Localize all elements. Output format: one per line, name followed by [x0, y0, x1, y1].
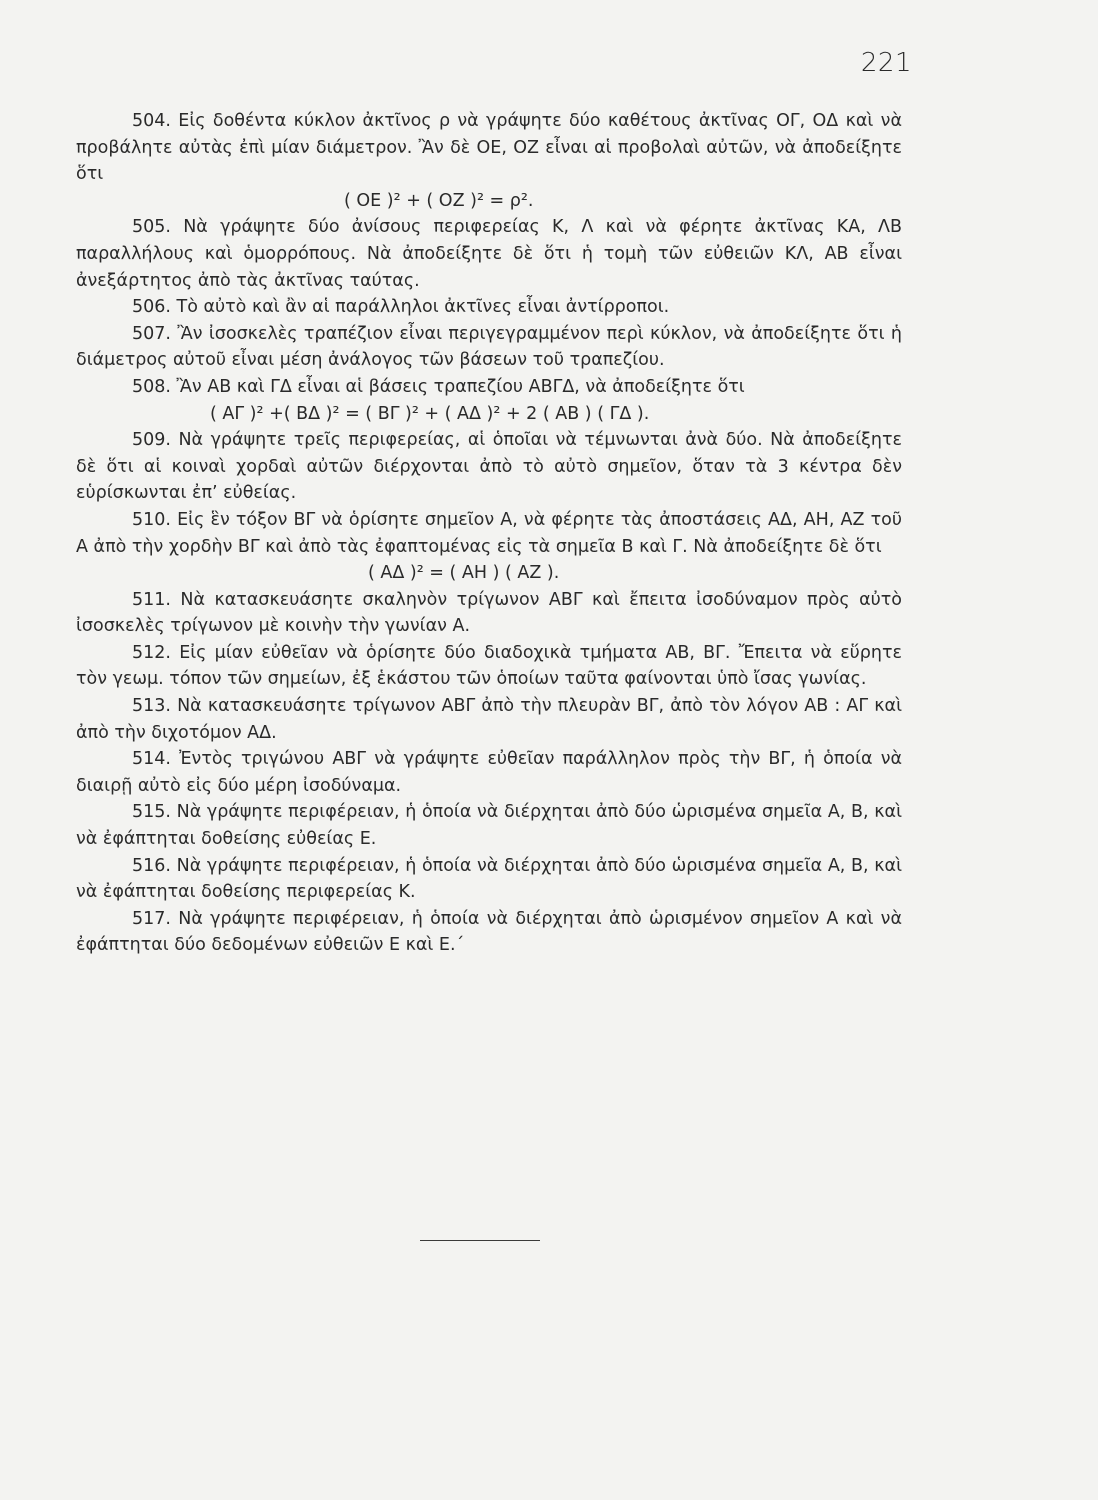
- exercise-510: 510. Εἰς ἓν τόξον ΒΓ νὰ ὁρίσητε σημεῖον Α, νὰ φέρητε τὰς ἀποστάσεις ΑΔ, ΑΗ, ΑΖ τοῦ Α ἀπὸ τὴν χορδὴν ΒΓ καὶ ἀπὸ τὰς ἐφαπτομένας εἰς τὰ σημεῖα Β καὶ Γ. Νὰ ἀποδείξητε δὲ ὅτι: [76, 509, 902, 557]
- exercise-513: 513. Νὰ κατασκευάσητε τρίγωνον ΑΒΓ ἀπὸ τὴν πλευρὰν ΒΓ, ἀπὸ τὸν λόγον ΑΒ : ΑΓ καὶ ἀπὸ τὴν διχοτόμον ΑΔ.: [76, 696, 902, 743]
- formula-504: ( ΟΕ )² + ( ΟΖ )² = ρ².: [344, 190, 534, 211]
- exercise-505: 505. Νὰ γράψητε δύο ἀνίσους περιφερείας Κ, Λ καὶ νὰ φέρητε ἀκτῖνας ΚΑ, ΛΒ παραλλήλους καὶ ὁμορρόπους. Νὰ ἀποδείξητε δὲ ὅτι ἡ τομὴ τῶν εὐθειῶν ΚΛ, ΑΒ εἶναι ἀνεξάρτητος ἀπὸ τὰς ἀκτῖνας ταύτας.: [76, 217, 902, 291]
- end-rule: [420, 1240, 540, 1241]
- exercise-list: [76, 108, 902, 959]
- exercise-511: 511. Νὰ κατασκευάσητε σκαληνὸν τρίγωνον ΑΒΓ καὶ ἔπειτα ἰσοδύναμον πρὸς αὐτὸ ἰσοσκελὲς τρίγωνον μὲ κοινὴν τὴν γωνίαν Α.: [76, 589, 902, 637]
- exercise-508: 508. Ἂν ΑΒ καὶ ΓΔ εἶναι αἱ βάσεις τραπεζίου ΑΒΓΔ, νὰ ἀποδείξητε ὅτι: [132, 376, 745, 397]
- page-number: 221: [860, 48, 912, 78]
- exercise-514: 514. Ἐντὸς τριγώνου ΑΒΓ νὰ γράψητε εὐθεῖαν παράλληλον πρὸς τὴν ΒΓ, ἡ ὁποία νὰ διαιρῇ αὐτὸ εἰς δύο μέρη ἰσοδύναμα.: [76, 749, 902, 796]
- exercise-509: 509. Νὰ γράψητε τρεῖς περιφερείας, αἱ ὁποῖαι νὰ τέμνωνται ἀνὰ δύο. Νὰ ἀποδείξητε δὲ ὅτι αἱ κοιναὶ χορδαὶ αὐτῶν διέρχονται ἀπὸ τὸ αὐτὸ σημεῖον, ὅταν τὰ 3 κέντρα δὲν εὑρίσκωνται ἐπ’ εὐθείας.: [76, 430, 902, 504]
- exercise-516: 516. Νὰ γράψητε περιφέρειαν, ἡ ὁποία νὰ διέρχηται ἀπὸ δύο ὡρισμένα σημεῖα Α, Β, καὶ νὰ ἐφάπτηται δοθείσης περιφερείας Κ.: [76, 855, 902, 903]
- exercise-515: 515. Νὰ γράψητε περιφέρειαν, ἡ ὁποία νὰ διέρχηται ἀπὸ δύο ὡρισμένα σημεῖα Α, Β, καὶ νὰ ἐφάπτηται δοθείσης εὐθείας Ε.: [76, 802, 902, 850]
- formula-510: ( ΑΔ )² = ( ΑΗ ) ( ΑΖ ).: [368, 563, 560, 584]
- exercise-512: 512. Εἰς μίαν εὐθεῖαν νὰ ὁρίσητε δύο διαδοχικὰ τμήματα ΑΒ, ΒΓ. Ἔπειτα νὰ εὕρητε τὸν γεωμ. τόπον τῶν σημείων, ἐξ ἑκάστου τῶν ὁποίων ταῦτα φαίνονται ὑπὸ ἴσας γωνίας.: [76, 642, 902, 690]
- exercise-507: 507. Ἂν ἰσοσκελὲς τραπέζιον εἶναι περιγεγραμμένον περὶ κύκλον, νὰ ἀποδείξητε ὅτι ἡ διάμετρος αὐτοῦ εἶναι μέση ἀνάλογος τῶν βάσεων τοῦ τραπεζίου.: [76, 323, 902, 371]
- exercise-517: 517. Νὰ γράψητε περιφέρειαν, ἡ ὁποία νὰ διέρχηται ἀπὸ ὡρισμένον σημεῖον Α καὶ νὰ ἐφάπτηται δύο δεδομένων εὐθειῶν Ε καὶ Ε.΄: [76, 908, 902, 956]
- exercise-506: 506. Τὸ αὐτὸ καὶ ἂν αἱ παράλληλοι ἀκτῖνες εἶναι ἀντίρροποι.: [132, 297, 670, 318]
- exercise-504: 504. Εἰς δοθέντα κύκλον ἀκτῖνος ρ νὰ γράψητε δύο καθέτους ἀκτῖνας ΟΓ, ΟΔ καὶ νὰ προβάλητε αὐτὰς ἐπὶ μίαν διάμετρον. Ἂν δὲ ΟΕ, ΟΖ εἶναι αἱ προβολαὶ αὐτῶν, νὰ ἀποδείξητε ὅτι: [76, 111, 902, 185]
- formula-508: ( ΑΓ )² +( ΒΔ )² = ( ΒΓ )² + ( ΑΔ )² + 2 ( ΑΒ ) ( ΓΔ ).: [210, 403, 650, 424]
